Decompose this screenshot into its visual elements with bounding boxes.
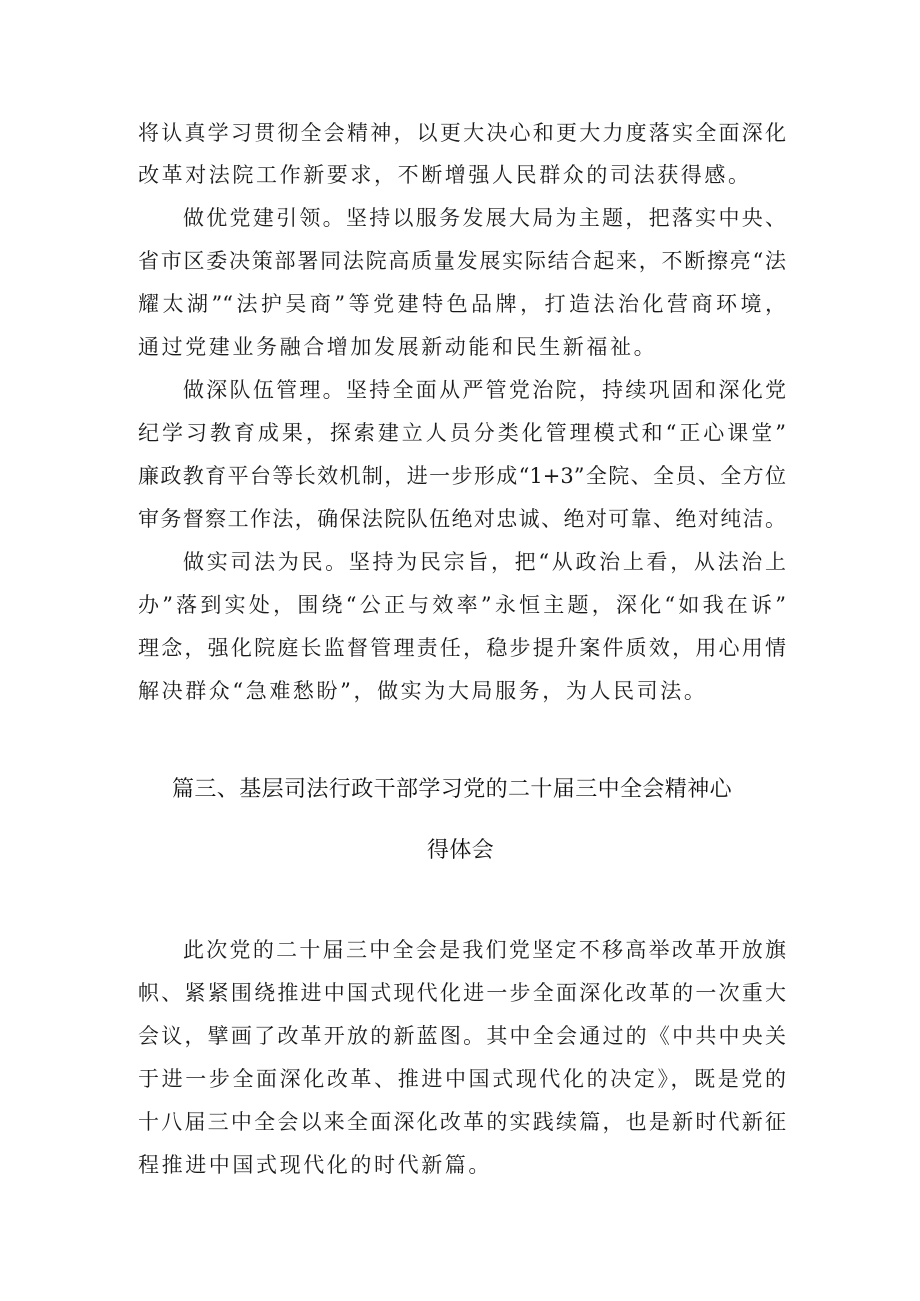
body-text-line: 审务督察工作法，确保法院队伍绝对忠诚、绝对可靠、绝对纯洁。	[138, 507, 786, 531]
body-text-line: 改革对法院工作新要求，不断增强人民群众的司法获得感。	[138, 163, 752, 187]
paragraph-party-building: 做优党建引领。坚持以服务发展大局为主题，把落实中央、	[183, 206, 786, 230]
paragraph-justice-for-people: 做实司法为民。坚持为民宗旨，把“从政治上看，从法治上	[183, 550, 786, 574]
body-text-line: 会议，擘画了改革开放的新蓝图。其中全会通过的《中共中央关	[138, 1024, 786, 1048]
body-text-line: 耀太湖”“法护吴商”等党建特色品牌，打造法治化营商环境，	[138, 292, 786, 316]
body-text-line: 十八届三中全会以来全面深化改革的实践续篇，也是新时代新征	[138, 1110, 786, 1134]
body-text-line: 理念，强化院庭长监督管理责任，稳步提升案件质效，用心用情	[138, 636, 786, 660]
section-heading-line-2: 得体会	[427, 838, 495, 863]
body-text-line: 省市区委决策部署同法院高质量发展实际结合起来，不断擦亮“法	[138, 249, 786, 273]
body-text-line: 廉政教育平台等长效机制，进一步形成“1+3”全院、全员、全方位	[138, 464, 786, 488]
body-text-line: 将认真学习贯彻全会精神，以更大决心和更大力度落实全面深化	[138, 121, 786, 145]
body-text-line: 通过党建业务融合增加发展新动能和民生新福祉。	[138, 335, 658, 359]
body-text-line: 办”落到实处，围绕“公正与效率”永恒主题，深化“如我在诉”	[138, 593, 786, 617]
body-text-line: 纪学习教育成果，探索建立人员分类化管理模式和“正心课堂”	[138, 421, 786, 445]
body-text-line: 解决群众“急难愁盼”，做实为大局服务，为人民司法。	[138, 679, 708, 703]
body-text-line: 程推进中国式现代化的时代新篇。	[138, 1153, 492, 1177]
section-heading-line-1: 篇三、基层司法行政干部学习党的二十届三中全会精神心	[172, 777, 733, 802]
body-text-line: 于进一步全面深化改革、推进中国式现代化的决定》，既是党的	[138, 1067, 786, 1091]
body-text-line: 帜、紧紧围绕推进中国式现代化进一步全面深化改革的一次重大	[138, 981, 786, 1005]
paragraph-intro: 此次党的二十届三中全会是我们党坚定不移高举改革开放旗	[183, 938, 786, 962]
paragraph-team-management: 做深队伍管理。坚持全面从严管党治院，持续巩固和深化党	[183, 378, 786, 402]
